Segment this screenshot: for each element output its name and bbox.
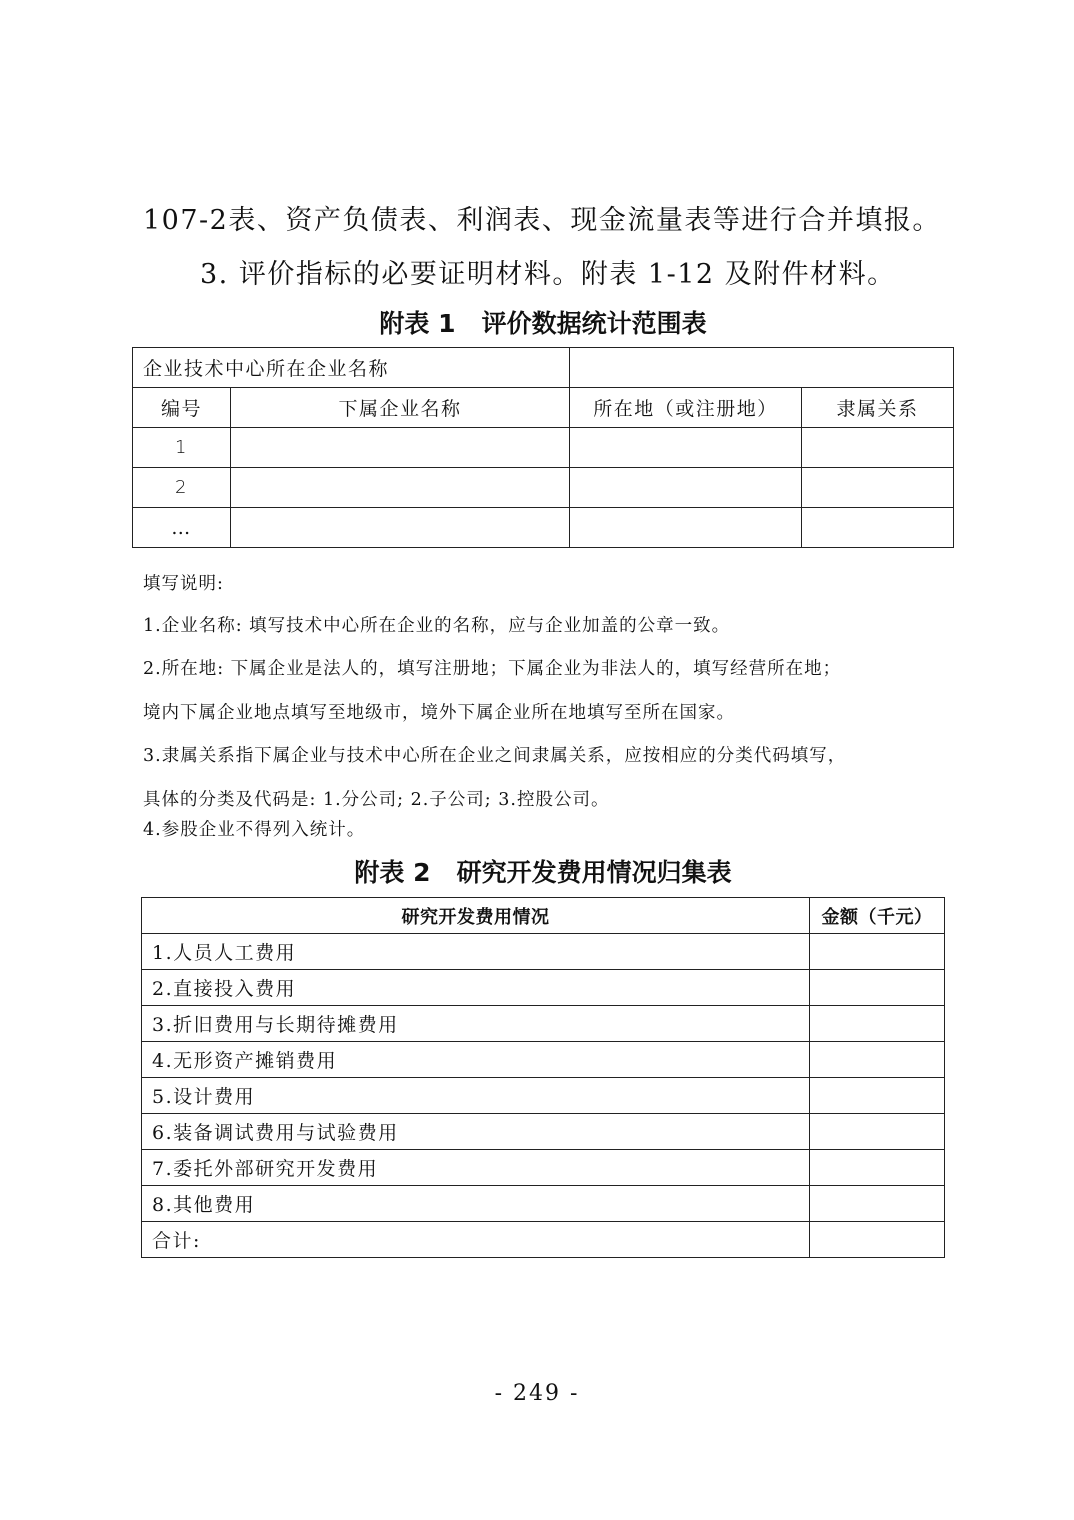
total-row <box>142 1222 945 1258</box>
expense-item: 6.装备调试费用与试验费用 <box>142 1114 810 1150</box>
amount-cell <box>810 1114 945 1150</box>
table-row <box>142 934 945 970</box>
table-row <box>142 1150 945 1186</box>
body-paragraph-1: 107-2表、资产负债表、利润表、现金流量表等进行合并填报。 <box>143 205 941 236</box>
amount-cell <box>810 1006 945 1042</box>
scope-table <box>132 347 954 548</box>
row-number: 1 <box>133 428 231 468</box>
table-cell <box>802 428 954 468</box>
expense-item: 2.直接投入费用 <box>142 970 810 1006</box>
note-line: 4.参股企业不得列入统计。 <box>143 820 366 840</box>
amount-cell <box>810 970 945 1006</box>
row-number: … <box>133 508 231 548</box>
amount-cell <box>810 1042 945 1078</box>
table-cell <box>231 468 570 508</box>
table2-title: 附表 2 研究开发费用情况归集表 <box>354 858 732 887</box>
table-cell <box>802 508 954 548</box>
header-subsidiary-name: 下属企业名称 <box>231 388 570 428</box>
company-name-label: 企业技术中心所在企业名称 <box>133 348 570 388</box>
header-location: 所在地（或注册地） <box>570 388 802 428</box>
expense-item: 5.设计费用 <box>142 1078 810 1114</box>
total-label: 合计: <box>142 1222 810 1258</box>
table-row <box>142 1114 945 1150</box>
header-expense-item: 研究开发费用情况 <box>142 898 810 934</box>
expense-item: 8.其他费用 <box>142 1186 810 1222</box>
expense-item: 7.委托外部研究开发费用 <box>142 1150 810 1186</box>
page-number: - 249 - <box>494 1381 580 1406</box>
body-paragraph-2: 3. 评价指标的必要证明材料。附表 1-12 及附件材料。 <box>200 259 896 290</box>
header-affiliation: 隶属关系 <box>802 388 954 428</box>
table-row <box>142 1006 945 1042</box>
note-line: 2.所在地: 下属企业是法人的，填写注册地；下属企业为非法人的，填写经营所在地； <box>143 659 842 679</box>
note-line: 3.隶属关系指下属企业与技术中心所在企业之间隶属关系，应按相应的分类代码填写， <box>143 746 847 766</box>
expense-item: 1.人员人工费用 <box>142 934 810 970</box>
amount-cell <box>810 1150 945 1186</box>
table-row <box>133 468 954 508</box>
header-number: 编号 <box>133 388 231 428</box>
company-name-value <box>570 348 954 388</box>
table1-title: 附表 1 评价数据统计范围表 <box>379 309 707 338</box>
table-header-row <box>133 388 954 428</box>
amount-cell <box>810 1186 945 1222</box>
table-row <box>142 1042 945 1078</box>
table-cell <box>802 468 954 508</box>
note-line: 境内下属企业地点填写至地级市，境外下属企业所在地填写至所在国家。 <box>143 703 735 723</box>
table-cell <box>570 508 802 548</box>
table-cell <box>231 428 570 468</box>
amount-cell <box>810 1222 945 1258</box>
table-row <box>142 1078 945 1114</box>
note-line: 1.企业名称: 填写技术中心所在企业的名称，应与企业加盖的公章一致。 <box>143 616 731 636</box>
table-header-row <box>142 898 945 934</box>
expense-item: 4.无形资产摊销费用 <box>142 1042 810 1078</box>
table-row <box>133 348 954 388</box>
note-line: 具体的分类及代码是: 1.分公司; 2.子公司; 3.控股公司。 <box>143 790 610 810</box>
header-amount: 金额（千元） <box>810 898 945 934</box>
notes-heading: 填写说明: <box>143 574 224 594</box>
amount-cell <box>810 1078 945 1114</box>
table-cell <box>231 508 570 548</box>
row-number: 2 <box>133 468 231 508</box>
rd-expense-table <box>141 897 945 1258</box>
amount-cell <box>810 934 945 970</box>
table-row <box>142 970 945 1006</box>
table-row <box>133 508 954 548</box>
table-row <box>133 428 954 468</box>
table-cell <box>570 468 802 508</box>
table-row <box>142 1186 945 1222</box>
expense-item: 3.折旧费用与长期待摊费用 <box>142 1006 810 1042</box>
table-cell <box>570 428 802 468</box>
